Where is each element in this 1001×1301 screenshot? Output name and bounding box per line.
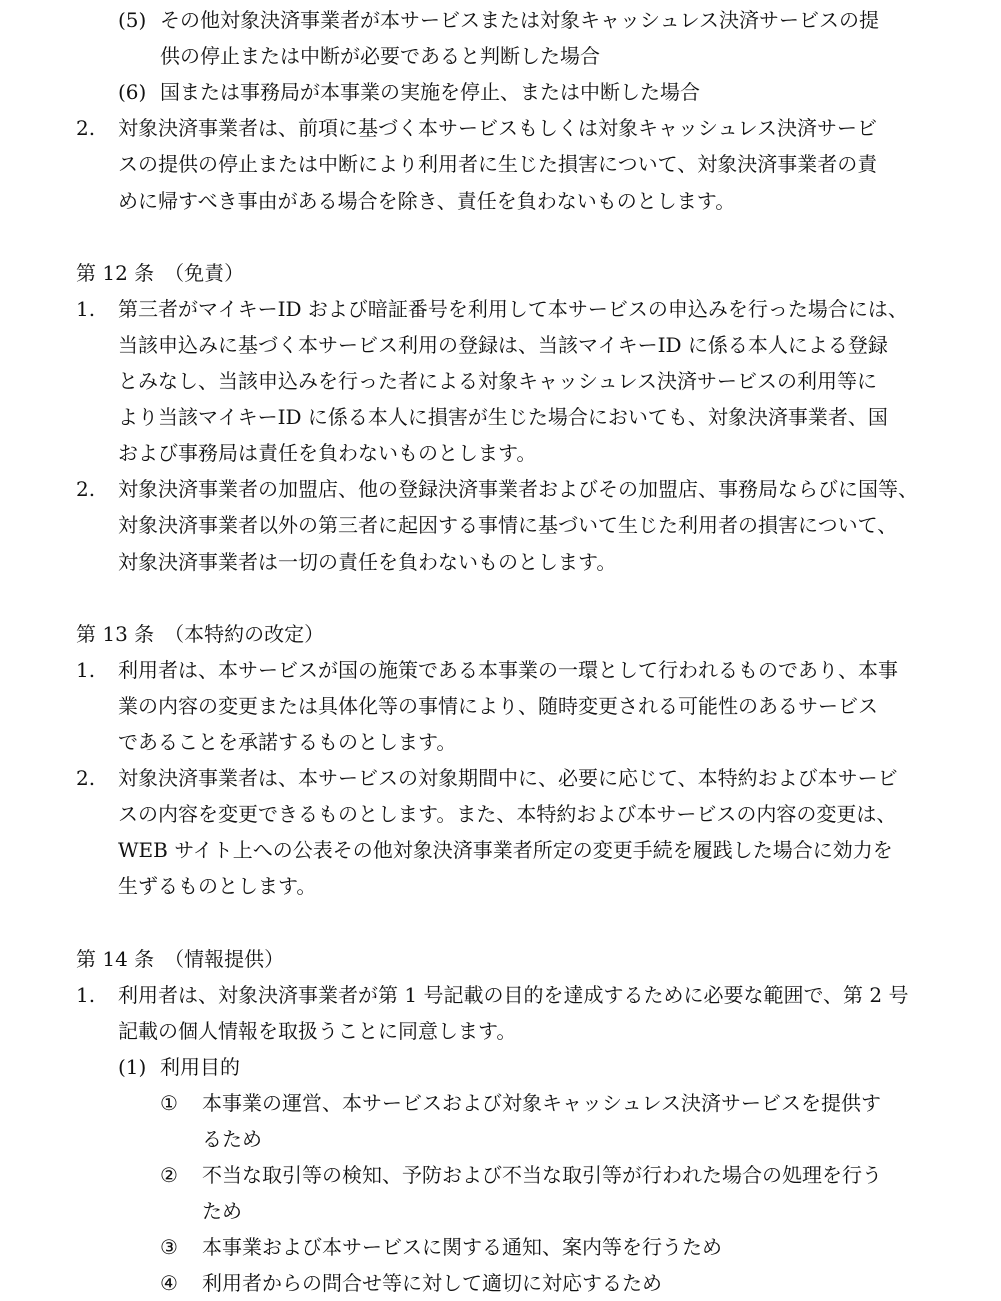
art12-line-7-text: 対象決済事業者以外の第三者に起因する事情に基づいて生じた利用者の損害について、 <box>118 513 898 537</box>
art14-heading: 第 14 条 （情報提供） <box>76 947 285 971</box>
art11-cont-line-3-text: 対象決済事業者は、前項に基づく本サービスもしくは対象キャッシュレス決済サービ <box>118 116 877 140</box>
art13-line-3-text: であることを承諾するものとします。 <box>118 730 457 754</box>
art14-line-7-text: ため <box>202 1199 242 1223</box>
art13-line-4-number: 2. <box>76 766 96 790</box>
art12-line-3-text: とみなし、当該申込みを行った者による対象キャッシュレス決済サービスの利用等に <box>118 369 877 393</box>
art12-line-1-number: 1. <box>76 297 96 321</box>
art14-line-6-text: 不当な取引等の検知、予防および不当な取引等が行われた場合の処理を行う <box>202 1163 882 1187</box>
art13-line-6-text: WEB サイト上への公表その他対象決済事業者所定の変更手続を履践した場合に効力を <box>118 838 893 862</box>
art11-cont-line-3-number: 2. <box>76 116 96 140</box>
art11-cont-line-5-text: めに帰すべき事由がある場合を除き、責任を負わないものとします。 <box>118 189 736 213</box>
art13-heading: 第 13 条 （本特約の改定） <box>76 622 325 646</box>
art14-line-9-number: ④ <box>160 1271 178 1295</box>
art13-line-2-text: 業の内容の変更または具体化等の事情により、随時変更される可能性のあるサービス <box>118 694 878 718</box>
art11-cont-line-0-number: (5) <box>118 8 147 32</box>
art14-line-4-number: ① <box>160 1091 178 1115</box>
art12-line-5-text: および事務局は責任を負わないものとします。 <box>118 441 537 465</box>
art13-line-4-text: 対象決済事業者は、本サービスの対象期間中に、必要に応じて、本特約および本サービ <box>118 766 898 790</box>
art13-line-7-text: 生ずるものとします。 <box>118 874 317 898</box>
art12-line-4-text: より当該マイキーID に係る本人に損害が生じた場合においても、対象決済事業者、国 <box>118 405 888 429</box>
art12-heading: 第 12 条 （免責） <box>76 261 245 285</box>
art14-line-8-number: ③ <box>160 1235 178 1259</box>
art12-line-2-text: 当該申込みに基づく本サービス利用の登録は、当該マイキーID に係る本人による登録 <box>118 333 888 357</box>
art14-line-4-text: 本事業の運営、本サービスおよび対象キャッシュレス決済サービスを提供す <box>202 1091 881 1115</box>
art13-line-1-number: 1. <box>76 658 96 682</box>
art12-line-6-number: 2. <box>76 477 96 501</box>
art11-cont-line-0-text: その他対象決済事業者が本サービスまたは対象キャッシュレス決済サービスの提 <box>160 8 879 32</box>
art13-line-1-text: 利用者は、本サービスが国の施策である本事業の一環として行われるものであり、本事 <box>118 658 898 682</box>
art14-line-9-text: 利用者からの問合せ等に対して適切に対応するため <box>202 1271 662 1295</box>
art12-line-1-text: 第三者がマイキーID および暗証番号を利用して本サービスの申込みを行った場合には、 <box>118 297 908 321</box>
art14-line-1-text: 利用者は、対象決済事業者が第 1 号記載の目的を達成するために必要な範囲で、第 2 号 <box>118 983 909 1007</box>
art14-line-1-number: 1. <box>76 983 96 1007</box>
art12-line-8-text: 対象決済事業者は一切の責任を負わないものとします。 <box>118 550 617 574</box>
art14-line-6-number: ② <box>160 1163 178 1187</box>
art14-line-2-text: 記載の個人情報を取扱うことに同意します。 <box>118 1019 517 1043</box>
art11-cont-line-2-number: (6) <box>118 80 147 104</box>
art11-cont-line-1-text: 供の停止または中断が必要であると判断した場合 <box>160 44 600 68</box>
art12-line-6-text: 対象決済事業者の加盟店、他の登録決済事業者およびその加盟店、事務局ならびに国等、 <box>118 477 918 501</box>
art14-line-5-text: るため <box>202 1127 262 1151</box>
art13-line-5-text: スの内容を変更できるものとします。また、本特約および本サービスの内容の変更は、 <box>118 802 897 826</box>
art14-line-8-text: 本事業および本サービスに関する通知、案内等を行うため <box>202 1235 722 1259</box>
art14-line-3-text: 利用目的 <box>160 1055 240 1079</box>
art11-cont-line-4-text: スの提供の停止または中断により利用者に生じた損害について、対象決済事業者の責 <box>118 152 878 176</box>
art14-line-3-number: (1) <box>118 1055 147 1079</box>
art11-cont-line-2-text: 国または事務局が本事業の実施を停止、または中断した場合 <box>160 80 700 104</box>
